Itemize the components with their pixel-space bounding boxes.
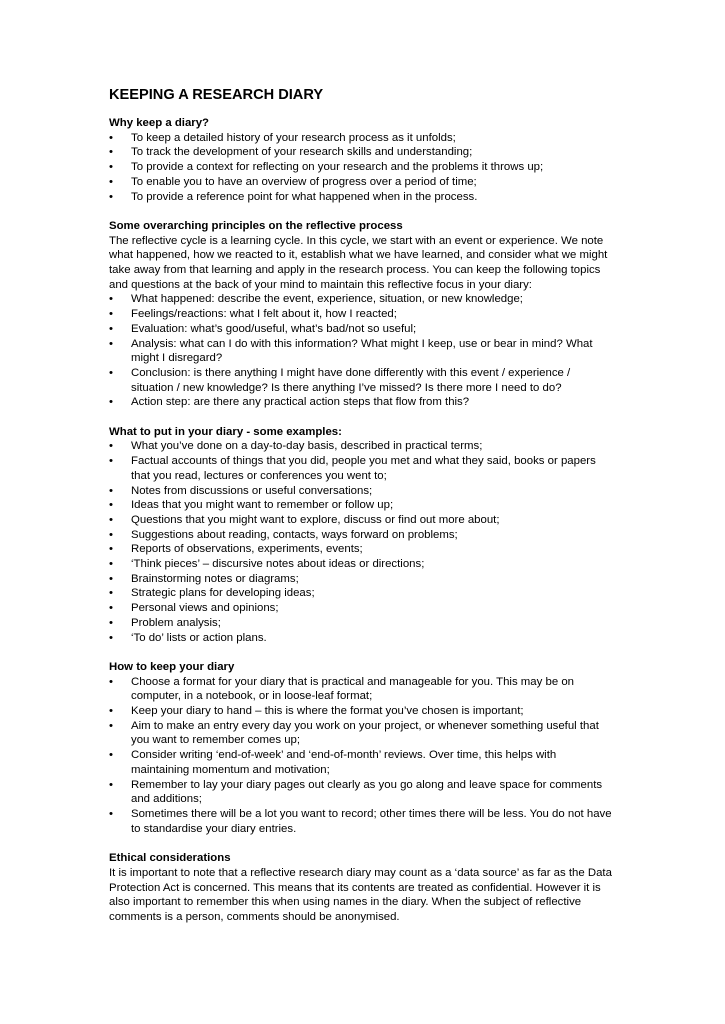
list-item: • ‘Think pieces’ – discursive notes about ideas or directions; <box>109 557 615 572</box>
list-item: • Ideas that you might want to remember or follow up; <box>109 498 615 513</box>
list-item: • Problem analysis; <box>109 616 615 631</box>
list-item: • Sometimes there will be a lot you want to record; other times there will be less. You do not have to standardise your diary entries. <box>109 807 615 836</box>
list-item: • Brainstorming notes or diagrams; <box>109 572 615 587</box>
list-item: • Choose a format for your diary that is practical and manageable for you. This may be on computer, in a notebook, or in loose-leaf format; <box>109 675 615 704</box>
list-item: • Feelings/reactions: what I felt about it, how I reacted; <box>109 307 615 322</box>
bullet-list <box>109 439 615 645</box>
list-item: • Reports of observations, experiments, events; <box>109 542 615 557</box>
section-heading: Some overarching principles on the reflective process <box>109 219 403 232</box>
list-item: • Conclusion: is there anything I might have done differently with this event / experience / situation / new knowledge? Is there anything I’ve missed? Is there more I need to do? <box>109 366 615 395</box>
list-item: • Remember to lay your diary pages out clearly as you go along and leave space for comments and additions; <box>109 778 615 807</box>
list-item: • Factual accounts of things that you did, people you met and what they said, books or papers that you read, lectures or conferences you went to; <box>109 454 615 483</box>
list-item: • To track the development of your research skills and understanding; <box>109 145 615 160</box>
section-heading: Why keep a diary? <box>109 117 210 129</box>
list-item: • To provide a context for reflecting on your research and the problems it throws up; <box>109 160 615 175</box>
section-diary-examples <box>109 425 615 646</box>
section-intro: The reflective cycle is a learning cycle. In this cycle, we start with an event or experience. We note what happened, how we reacted to it, establish what we have learned, and consider what we might take away from that learning and apply in the research process. You can keep the following topics and questions at the back of your mind to maintain this reflective focus in your diary: <box>109 234 608 291</box>
list-item: • Aim to make an entry every day you work on your project, or whenever something useful that you want to remember comes up; <box>109 719 615 748</box>
list-item: • Questions that you might want to explore, discuss or find out more about; <box>109 513 615 528</box>
bullet-list <box>109 292 615 410</box>
list-item: • Strategic plans for developing ideas; <box>109 586 615 601</box>
list-item: • Action step: are there any practical action steps that flow from this? <box>109 395 615 410</box>
list-item: • Keep your diary to hand – this is where the format you’ve chosen is important; <box>109 704 615 719</box>
section-heading: What to put in your diary - some examples: <box>109 425 342 438</box>
list-item: • To provide a reference point for what happened when in the process. <box>109 190 615 205</box>
bullet-list <box>109 131 615 205</box>
list-item: • Suggestions about reading, contacts, ways forward on problems; <box>109 528 615 543</box>
section-how-to-keep-diary <box>109 660 615 836</box>
bullet-list <box>109 675 615 837</box>
section-ethical-considerations <box>109 851 615 925</box>
document-page <box>109 86 615 939</box>
document-title: KEEPING A RESEARCH DIARY <box>109 87 324 103</box>
list-item: • What happened: describe the event, experience, situation, or new knowledge; <box>109 292 615 307</box>
list-item: • To keep a detailed history of your research process as it unfolds; <box>109 131 615 146</box>
section-body: It is important to note that a reflective research diary may count as a ‘data source’ as far as the Data Protection Act is concerned. This means that its contents are treated as confidential. However it is also important to remember this when using names in the diary. When the subject of reflective comments is a person, comments should be anonymised. <box>109 866 612 923</box>
list-item: • Notes from discussions or useful conversations; <box>109 484 615 499</box>
section-reflective-principles <box>109 219 615 410</box>
list-item: • Personal views and opinions; <box>109 601 615 616</box>
section-heading: How to keep your diary <box>109 660 235 673</box>
section-heading: Ethical considerations <box>109 852 231 865</box>
list-item: • Evaluation: what’s good/useful, what’s bad/not so useful; <box>109 322 615 337</box>
list-item: • Consider writing ‘end-of-week’ and ‘end-of-month’ reviews. Over time, this helps with maintaining momentum and motivation; <box>109 748 615 777</box>
list-item: • Analysis: what can I do with this information? What might I keep, use or bear in mind? What might I disregard? <box>109 337 615 366</box>
list-item: • To enable you to have an overview of progress over a period of time; <box>109 175 615 190</box>
list-item: • ‘To do’ lists or action plans. <box>109 631 615 646</box>
list-item: • What you’ve done on a day-to-day basis, described in practical terms; <box>109 439 615 454</box>
section-why-keep-diary <box>109 116 615 204</box>
